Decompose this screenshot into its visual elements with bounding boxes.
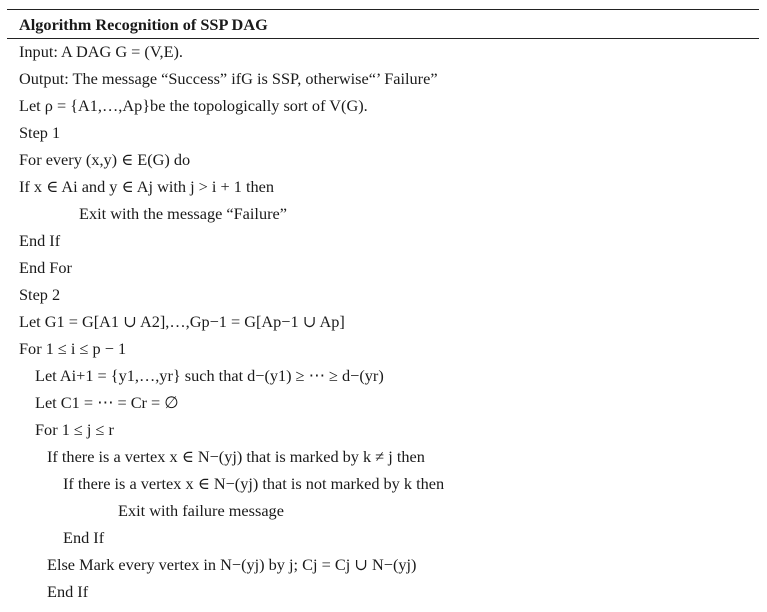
algorithm-line: For 1 ≤ i ≤ p − 1 <box>19 339 127 358</box>
algorithm-line: End If <box>47 582 89 601</box>
algorithm-line: Let C1 = ⋯ = Cr = ∅ <box>35 393 179 412</box>
algorithm-title: Algorithm Recognition of SSP DAG <box>19 15 268 34</box>
algorithm-line: End For <box>19 258 72 277</box>
algorithm-line: Step 1 <box>19 123 61 142</box>
algorithm-line: Else Mark every vertex in N−(yj) by j; Cj = Cj ∪ N−(yj) <box>47 555 417 574</box>
algorithm-line: Let G1 = G[A1 ∪ A2],…,Gp−1 = G[Ap−1 ∪ Ap] <box>19 312 345 331</box>
algorithm-line: Input: A DAG G = (V,E). <box>19 42 184 61</box>
algorithm-line: Exit with the message “Failure” <box>79 204 287 223</box>
top-rule <box>7 9 759 10</box>
title-rule <box>7 38 759 39</box>
algorithm-line: Step 2 <box>19 285 61 304</box>
algorithm-line: Let Ai+1 = {y1,…,yr} such that d−(y1) ≥ ⋯ ≥ d−(yr) <box>35 366 384 385</box>
algorithm-line: Let ρ = {A1,…,Ap}be the topologically sort of V(G). <box>19 96 368 115</box>
algorithm-line: Output: The message “Success” ifG is SSP, otherwise“’ Failure” <box>19 69 438 88</box>
algorithm-line: If x ∈ Ai and y ∈ Aj with j > i + 1 then <box>19 177 275 196</box>
algorithm-line: Exit with failure message <box>118 501 284 520</box>
algorithm-line: If there is a vertex x ∈ N−(yj) that is marked by k ≠ j then <box>47 447 425 466</box>
algorithm-line: If there is a vertex x ∈ N−(yj) that is not marked by k then <box>63 474 445 493</box>
algorithm-line: For every (x,y) ∈ E(G) do <box>19 150 191 169</box>
algorithm-line: For 1 ≤ j ≤ r <box>35 420 114 439</box>
algorithm-line: End If <box>63 528 105 547</box>
algorithm-line: End If <box>19 231 61 250</box>
